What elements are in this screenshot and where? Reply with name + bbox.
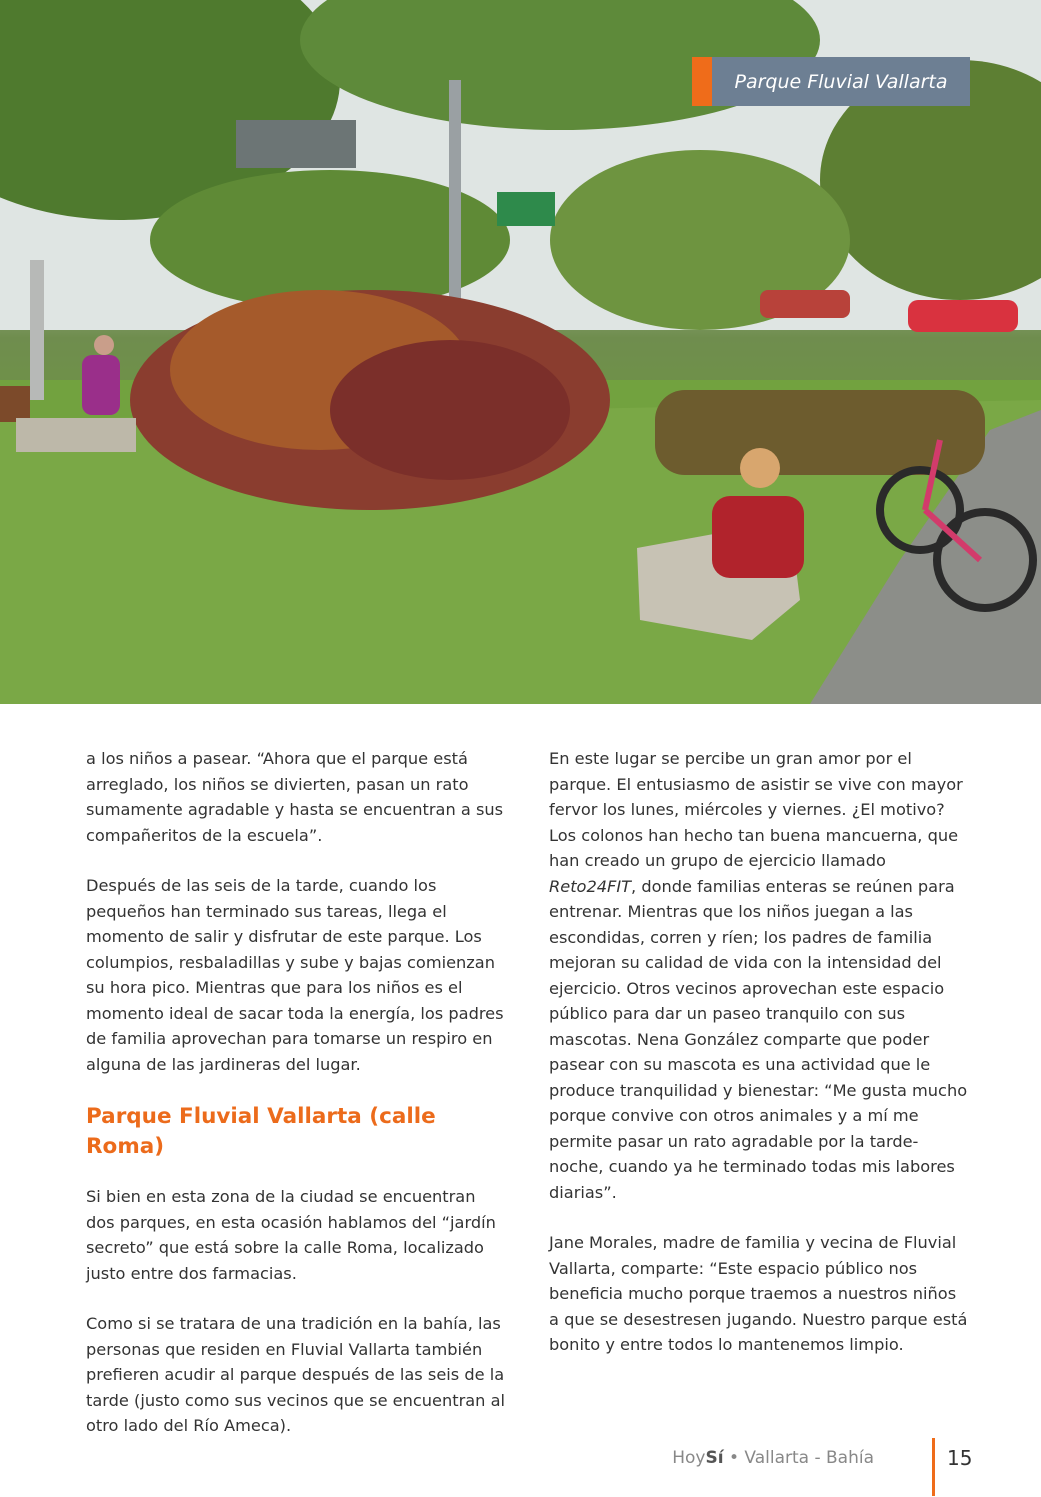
paragraph: a los niños a pasear. “Ahora que el parque está arreglado, los niños se divierten, pasan un rato sumamente agradable y hasta se encuentran a sus compañeritos de la escuela”. <box>86 749 504 845</box>
paragraph: Jane Morales, madre de familia y vecina de Fluvial Vallarta, comparte: “Este espacio público nos beneficia mucho porque traemos a nuestros niños a que se desestresen jugando. Nuestro parque está bonito y entre todos lo mantenemos limpio. <box>549 1233 968 1354</box>
separator: • <box>723 1448 745 1468</box>
paragraph <box>549 746 969 1205</box>
brand-light: Hoy <box>672 1448 706 1468</box>
photo-caption <box>692 57 970 106</box>
caption-text: Parque Fluvial Vallarta <box>734 70 948 93</box>
caption-accent-bar <box>692 57 712 106</box>
brand-bold: Sí <box>705 1448 724 1468</box>
group-name: Reto24FIT <box>549 876 632 896</box>
left-column <box>86 746 506 1464</box>
section-name: Vallarta - Bahía <box>744 1448 874 1468</box>
right-column <box>549 746 969 1383</box>
paragraph: Después de las seis de la tarde, cuando los pequeños han terminado sus tareas, llega el momento de salir y disfrutar de este parque. Los columpios, resbaladillas y sube y bajas comienzan su hora pico. Mientras que para los niños es el momento ideal de sacar toda la energía, los padres de familia aprovechan para tomarse un respiro en alguna de las jardineras del lugar. <box>86 876 504 1074</box>
park-photo <box>0 0 1041 704</box>
paragraph-text: , donde familias enteras se reúnen para entrenar. Mientras que los niños juegan a las escondidas, corren y ríen; los padres de familia mejoran su calidad de vida con la intensidad del ejercicio. Otros vecinos aprovechan este espacio público para dar un paseo tranquilo con sus mascotas. Nena González comparte que poder pasear con su mascota es una actividad que le produce tranquilidad y bienestar: “Me gusta mucho porque convive con otros animales y a mí me permite pasar un rato agradable por la tarde-noche, cuando ya he terminado todas mis labores diarias”. <box>549 876 968 1202</box>
page-number: 15 <box>947 1446 973 1470</box>
section-heading: Parque Fluvial Vallarta (calle Roma) <box>86 1104 436 1159</box>
publication-name <box>672 1448 874 1468</box>
paragraph: Como si se tratara de una tradición en la bahía, las personas que residen en Fluvial Vallarta también prefieren acudir al parque después de las seis de la tarde (justo como sus vecinos que se encuentran al otro lado del Río Ameca). <box>86 1314 506 1435</box>
page-footer <box>620 1436 1000 1486</box>
paragraph-text: En este lugar se percibe un gran amor por el parque. El entusiasmo de asistir se vive con mayor fervor los lunes, miércoles y viernes. ¿El motivo? Los colonos han hecho tan buena mancuerna, que han creado un grupo de ejercicio llamado <box>549 749 963 870</box>
paragraph: Si bien en esta zona de la ciudad se encuentran dos parques, en esta ocasión hablamos del “jardín secreto” que está sobre la calle Roma, localizado justo entre dos farmacias. <box>86 1187 496 1283</box>
footer-rule <box>932 1438 935 1496</box>
